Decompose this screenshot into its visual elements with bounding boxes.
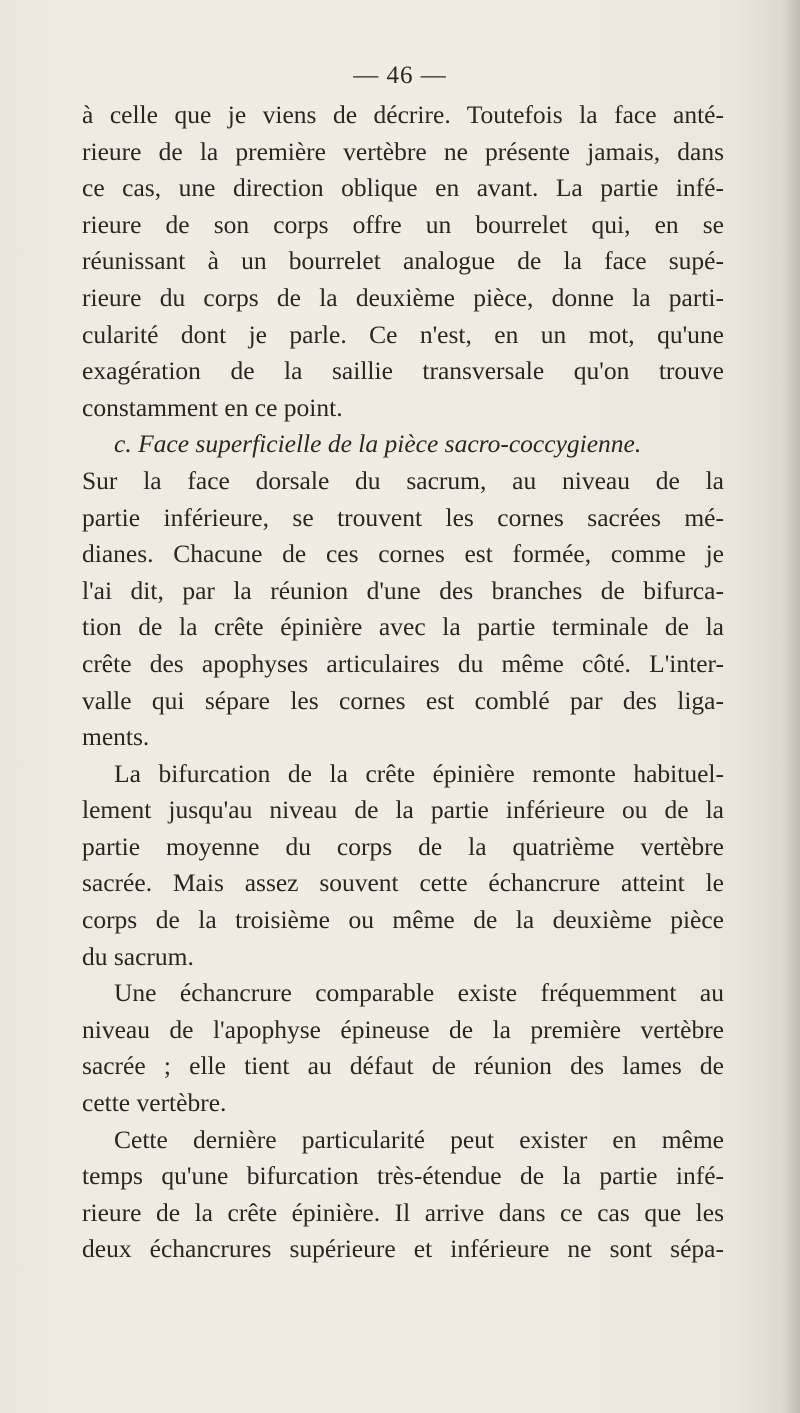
paragraph-4 bbox=[82, 975, 724, 1121]
text-line: réunissant à un bourrelet analogue de la face supé- bbox=[82, 246, 724, 276]
text-line: deux échancrures supérieure et inférieure ne sont sépa- bbox=[82, 1234, 724, 1264]
text-line: corps de la troisième ou même de la deuxième pièce bbox=[82, 905, 724, 935]
text-line: lement jusqu'au niveau de la partie inférieure ou de la bbox=[82, 795, 724, 825]
section-letter: c. bbox=[114, 429, 139, 459]
text-line: rieure de la crête épinière. Il arrive dans ce cas que les bbox=[82, 1197, 724, 1227]
text-line: dianes. Chacune de ces cornes est formée, comme je bbox=[82, 539, 724, 569]
text-line: ce cas, une direction oblique en avant. La partie infé- bbox=[82, 173, 724, 203]
text-line: Une échancrure comparable existe fréquemment au bbox=[114, 978, 724, 1008]
paragraph-3 bbox=[82, 756, 724, 976]
text-line: rieure de son corps offre un bourrelet qui, en se bbox=[82, 209, 724, 239]
text-line: partie moyenne du corps de la quatrième vertèbre bbox=[82, 831, 724, 861]
text-line: sacrée ; elle tient au défaut de réunion des lames de bbox=[82, 1051, 724, 1081]
text-line: temps qu'une bifurcation très-étendue de la partie infé- bbox=[82, 1161, 724, 1191]
body-text bbox=[82, 97, 724, 1268]
text-line: partie inférieure, se trouvent les cornes sacrées mé- bbox=[82, 502, 724, 532]
paragraph-1 bbox=[82, 97, 724, 426]
page-edge-shadow bbox=[782, 0, 800, 1413]
text-line: niveau de l'apophyse épineuse de la première vertèbre bbox=[82, 1014, 724, 1044]
text-line: La bifurcation de la crête épinière remonte habituel- bbox=[114, 758, 724, 788]
section-heading bbox=[82, 426, 724, 463]
text-line: crête des apophyses articulaires du même côté. L'inter- bbox=[82, 648, 724, 678]
text-line: rieure du corps de la deuxième pièce, donne la parti- bbox=[82, 282, 724, 312]
text-line: valle qui sépare les cornes est comblé par des liga- bbox=[82, 685, 724, 715]
text-line: du sacrum. bbox=[82, 941, 194, 971]
text-line: rieure de la première vertèbre ne présente jamais, dans bbox=[82, 136, 724, 166]
text-line: tion de la crête épinière avec la partie terminale de la bbox=[82, 612, 724, 642]
section-title: Face superficielle de la pièce sacro-coccygienne. bbox=[138, 429, 642, 459]
text-line: cularité dont je parle. Ce n'est, en un mot, qu'une bbox=[82, 319, 724, 349]
text-line: sacrée. Mais assez souvent cette échancrure atteint le bbox=[82, 868, 724, 898]
page-number: — 46 — bbox=[353, 62, 447, 89]
text-line: constamment en ce point. bbox=[82, 392, 343, 422]
text-line: ments. bbox=[82, 722, 150, 752]
text-line: cette vertèbre. bbox=[82, 1088, 227, 1118]
text-line: l'ai dit, par la réunion d'une des branches de bifurca- bbox=[82, 575, 724, 605]
paragraph-2 bbox=[82, 426, 724, 755]
text-line: à celle que je viens de décrire. Toutefois la face anté- bbox=[82, 100, 724, 129]
text-line: Cette dernière particularité peut exister en même bbox=[114, 1124, 724, 1154]
paragraph-5 bbox=[82, 1122, 724, 1268]
text-line: exagération de la saillie transversale qu'on trouve bbox=[82, 356, 724, 386]
text-line: Sur la face dorsale du sacrum, au niveau de la bbox=[82, 465, 724, 495]
